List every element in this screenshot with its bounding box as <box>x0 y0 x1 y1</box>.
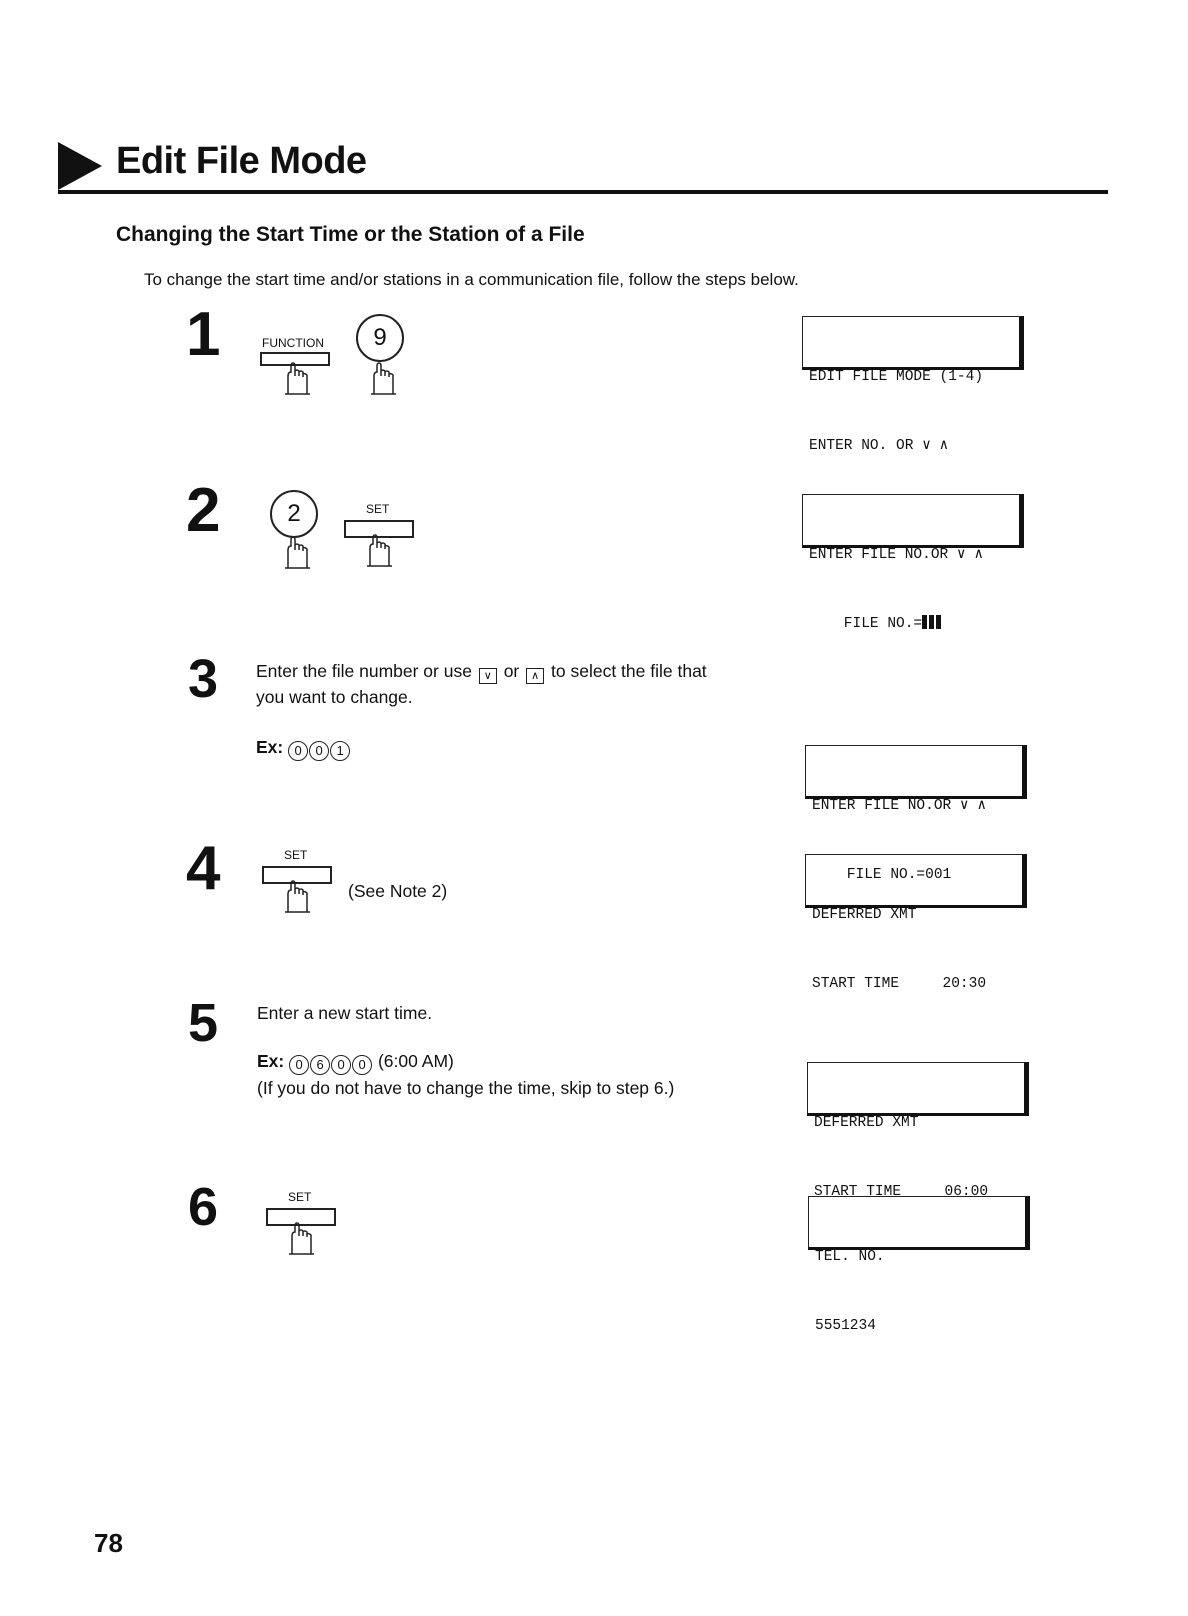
set-key-label: SET <box>366 502 390 516</box>
title-arrow-icon <box>58 142 102 190</box>
lcd-line-2-text: FILE NO.= <box>809 616 923 632</box>
lcd-line-2 <box>809 613 1019 636</box>
step-3-text-or: or <box>503 661 520 681</box>
example-note: (6:00 AM) <box>377 1051 454 1071</box>
intro-text: To change the start time and/or stations in a communication file, follow the steps below. <box>144 270 799 289</box>
lcd-line-2: START TIME 20:30 <box>812 976 987 992</box>
digit-key-icon: 0 <box>309 741 329 761</box>
digit-key-icon: 0 <box>289 1055 309 1075</box>
set-key-label: SET <box>288 1190 312 1204</box>
lcd-display-step-1 <box>802 316 1024 454</box>
step-3-number: 3 <box>188 649 219 709</box>
step-6-number: 6 <box>188 1177 219 1237</box>
lcd-display-step-2 <box>802 494 1024 632</box>
digit-key-icon: 0 <box>288 741 308 761</box>
lcd-line-1: EDIT FILE MODE (1-4) <box>809 369 984 385</box>
step-3-text-c: you want to change. <box>256 687 413 707</box>
step-3-text-a: Enter the file number or use <box>256 661 472 681</box>
step-5-number: 5 <box>188 993 219 1053</box>
cursor-block <box>929 615 934 629</box>
cursor-block <box>936 615 941 629</box>
example-label: Ex: <box>257 1051 285 1071</box>
step-1-number: 1 <box>186 300 221 369</box>
title-rule <box>58 190 1108 194</box>
page-number: 78 <box>94 1528 123 1558</box>
step-3-instruction <box>256 658 796 710</box>
press-hand-icon <box>282 536 312 570</box>
up-arrow-key[interactable]: ∧ <box>526 668 544 684</box>
function-key-label: FUNCTION <box>262 336 324 350</box>
digit-key-icon: 0 <box>352 1055 372 1075</box>
key-9-button[interactable]: 9 <box>356 314 404 362</box>
lcd-line-1: ENTER FILE NO.OR ∨ ∧ <box>809 547 984 563</box>
lcd-line-2: START TIME 06:00 <box>814 1184 989 1200</box>
step-5-skip-note: (If you do not have to change the time, skip to step 6.) <box>257 1078 675 1098</box>
lcd-display-step-3 <box>805 745 1027 883</box>
page-title: Edit File Mode <box>116 140 367 182</box>
step-3-text-b: to select the file that <box>551 661 707 681</box>
see-note-2: (See Note 2) <box>348 881 448 901</box>
lcd-line-2: FILE NO.=001 <box>812 867 952 883</box>
lcd-line-1: ENTER FILE NO.OR ∨ ∧ <box>812 798 987 814</box>
lcd-line-1: DEFERRED XMT <box>812 907 917 923</box>
digit-key-icon: 0 <box>331 1055 351 1075</box>
step-5-instruction: Enter a new start time. <box>257 1003 433 1023</box>
example-label: Ex: <box>256 737 284 757</box>
press-hand-icon <box>286 1222 316 1256</box>
cursor-block <box>922 615 927 629</box>
digit-key-icon: 1 <box>330 741 350 761</box>
press-hand-icon <box>282 880 312 914</box>
press-hand-icon <box>368 362 398 396</box>
lcd-display-step-5 <box>807 1062 1029 1200</box>
step-2-number: 2 <box>186 476 221 545</box>
lcd-line-2: 5551234 <box>815 1318 876 1334</box>
key-2-button[interactable]: 2 <box>270 490 318 538</box>
lcd-line-1: TEL. NO. <box>815 1249 885 1265</box>
press-hand-icon <box>364 534 394 568</box>
press-hand-icon <box>282 362 312 396</box>
down-arrow-key[interactable]: ∨ <box>479 668 497 684</box>
lcd-display-step-4 <box>805 854 1027 992</box>
lcd-line-2: ENTER NO. OR ∨ ∧ <box>809 438 949 454</box>
set-key-label: SET <box>284 848 308 862</box>
step-5-example <box>257 1048 454 1075</box>
section-subtitle: Changing the Start Time or the Station of a File <box>116 223 585 246</box>
step-3-example <box>256 734 351 761</box>
step-4-number: 4 <box>186 834 221 903</box>
digit-key-icon: 6 <box>310 1055 330 1075</box>
lcd-display-step-6 <box>808 1196 1030 1334</box>
lcd-line-1: DEFERRED XMT <box>814 1115 919 1131</box>
